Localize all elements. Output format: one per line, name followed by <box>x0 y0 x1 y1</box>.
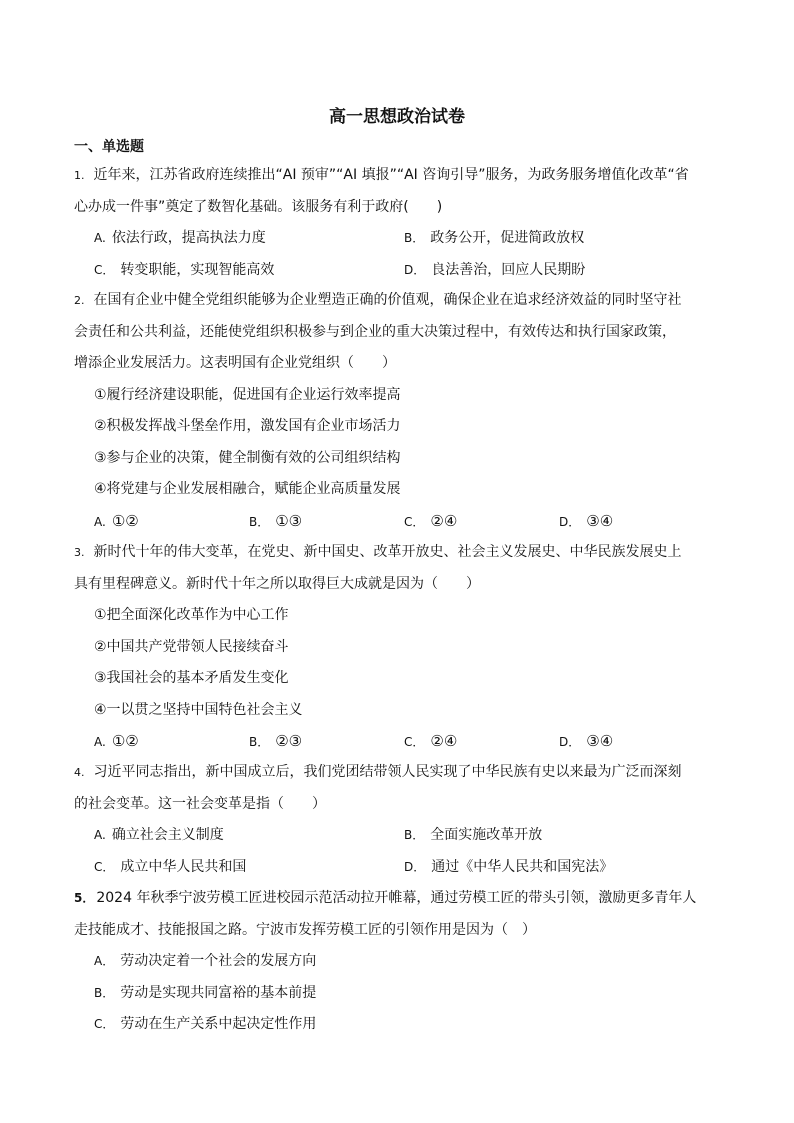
question-5 <box>74 883 724 1041</box>
question-text-line: 走技能成才、技能报国之路。宁波市发挥劳模工匠的引领作用是因为（ ） <box>74 921 536 938</box>
statement: ②中国共产党带领人民接续奋斗 <box>94 638 289 655</box>
options-row <box>74 726 724 758</box>
question-3 <box>74 537 724 758</box>
option-c: C． ②④ <box>404 732 458 750</box>
statement: ③参与企业的决策，健全制衡有效的公司组织结构 <box>94 449 401 466</box>
question-number: 1. <box>74 169 85 182</box>
option-b: B． ②③ <box>249 732 303 750</box>
option-c: C． 劳动在生产关系中起决定性作用 <box>94 1016 317 1032</box>
option-c: C． ②④ <box>404 511 458 530</box>
option-c: C． 转变职能，实现智能高效 <box>94 261 275 278</box>
section-heading: 一、单选题 <box>74 139 144 155</box>
option-a: A. ①② <box>94 732 139 750</box>
options-row <box>74 255 724 287</box>
option-d: D． 通过《中华人民共和国宪法》 <box>404 858 614 875</box>
question-text-line: 5． 2024 年秋季宁波劳模工匠进校园示范活动拉开帷幕，通过劳模工匠的带头引领，激励更多青年人 <box>74 890 697 906</box>
option-b: B． 劳动是实现共同富裕的基本前提 <box>94 984 317 1001</box>
option-a: A. 依法行政，提高执法力度 <box>94 230 266 246</box>
question-text-line: 会责任和公共利益，还能使党组织积极参与到企业的重大决策过程中，有效传达和执行国家政策， <box>74 323 676 340</box>
question-text-line: 2. 在国有企业中健全党组织能够为企业塑造正确的价值观，确保企业在追求经济效益的同时坚守社 <box>74 292 682 308</box>
options-row <box>74 223 724 255</box>
option-d: D． ③④ <box>559 511 614 530</box>
option-a: A． 劳动决定着一个社会的发展方向 <box>94 953 317 969</box>
option-d: D． 良法善治，回应人民期盼 <box>404 261 586 278</box>
statement: ①履行经济建设职能，促进国有企业运行效率提高 <box>94 386 401 403</box>
question-text-line: 心办成一件事”奠定了数智化基础。该服务有利于政府( ) <box>74 198 443 215</box>
statement: ②积极发挥战斗堡垒作用，激发国有企业市场活力 <box>94 418 401 434</box>
statement: ③我国社会的基本矛盾发生变化 <box>94 670 289 686</box>
options-row <box>74 852 724 884</box>
option-d: D． ③④ <box>559 732 614 750</box>
question-text-line: 3. 新时代十年的伟大变革，在党史、新中国史、改革开放史、社会主义发展史、中华民族发展史上 <box>74 544 682 560</box>
question-text-line: 的社会变革。这一社会变革是指（ ） <box>74 795 326 812</box>
option-b: B． ①③ <box>249 511 303 530</box>
question-text-line: 4. 习近平同志指出，新中国成立后，我们党团结带领人民实现了中华民族有史以来最为广泛而深刻 <box>74 764 682 780</box>
question-4 <box>74 757 724 883</box>
statement: ④一以贯之坚持中国特色社会主义 <box>94 701 303 718</box>
question-1 <box>74 160 724 286</box>
question-number: 3. <box>74 546 85 559</box>
option-a: A. ①② <box>94 511 139 530</box>
question-number: 4. <box>74 766 85 779</box>
options-row <box>74 820 724 852</box>
question-text-line: 增添企业发展活力。这表明国有企业党组织（ ） <box>74 355 396 371</box>
question-number: 5． <box>74 891 95 905</box>
question-text-line: 具有里程碑意义。新时代十年之所以取得巨大成就是因为（ ） <box>74 575 480 592</box>
option-a: A. 确立社会主义制度 <box>94 827 224 843</box>
page-title: 高一思想政治试卷 <box>329 107 465 127</box>
option-b: B． 政务公开，促进简政放权 <box>404 230 585 246</box>
options-row <box>74 506 724 538</box>
question-number: 2. <box>74 294 85 307</box>
option-b: B． 全面实施改革开放 <box>404 827 543 843</box>
question-2 <box>74 285 724 537</box>
statement: ④将党建与企业发展相融合，赋能企业高质量发展 <box>94 481 401 497</box>
question-text-line: 1. 近年来，江苏省政府连续推出“AI 预审”“AI 填报”“AI 咨询引导”服务，为政务服务增值化改革“省 <box>74 167 689 183</box>
statement: ①把全面深化改革作为中心工作 <box>94 607 289 623</box>
option-c: C． 成立中华人民共和国 <box>94 858 247 875</box>
